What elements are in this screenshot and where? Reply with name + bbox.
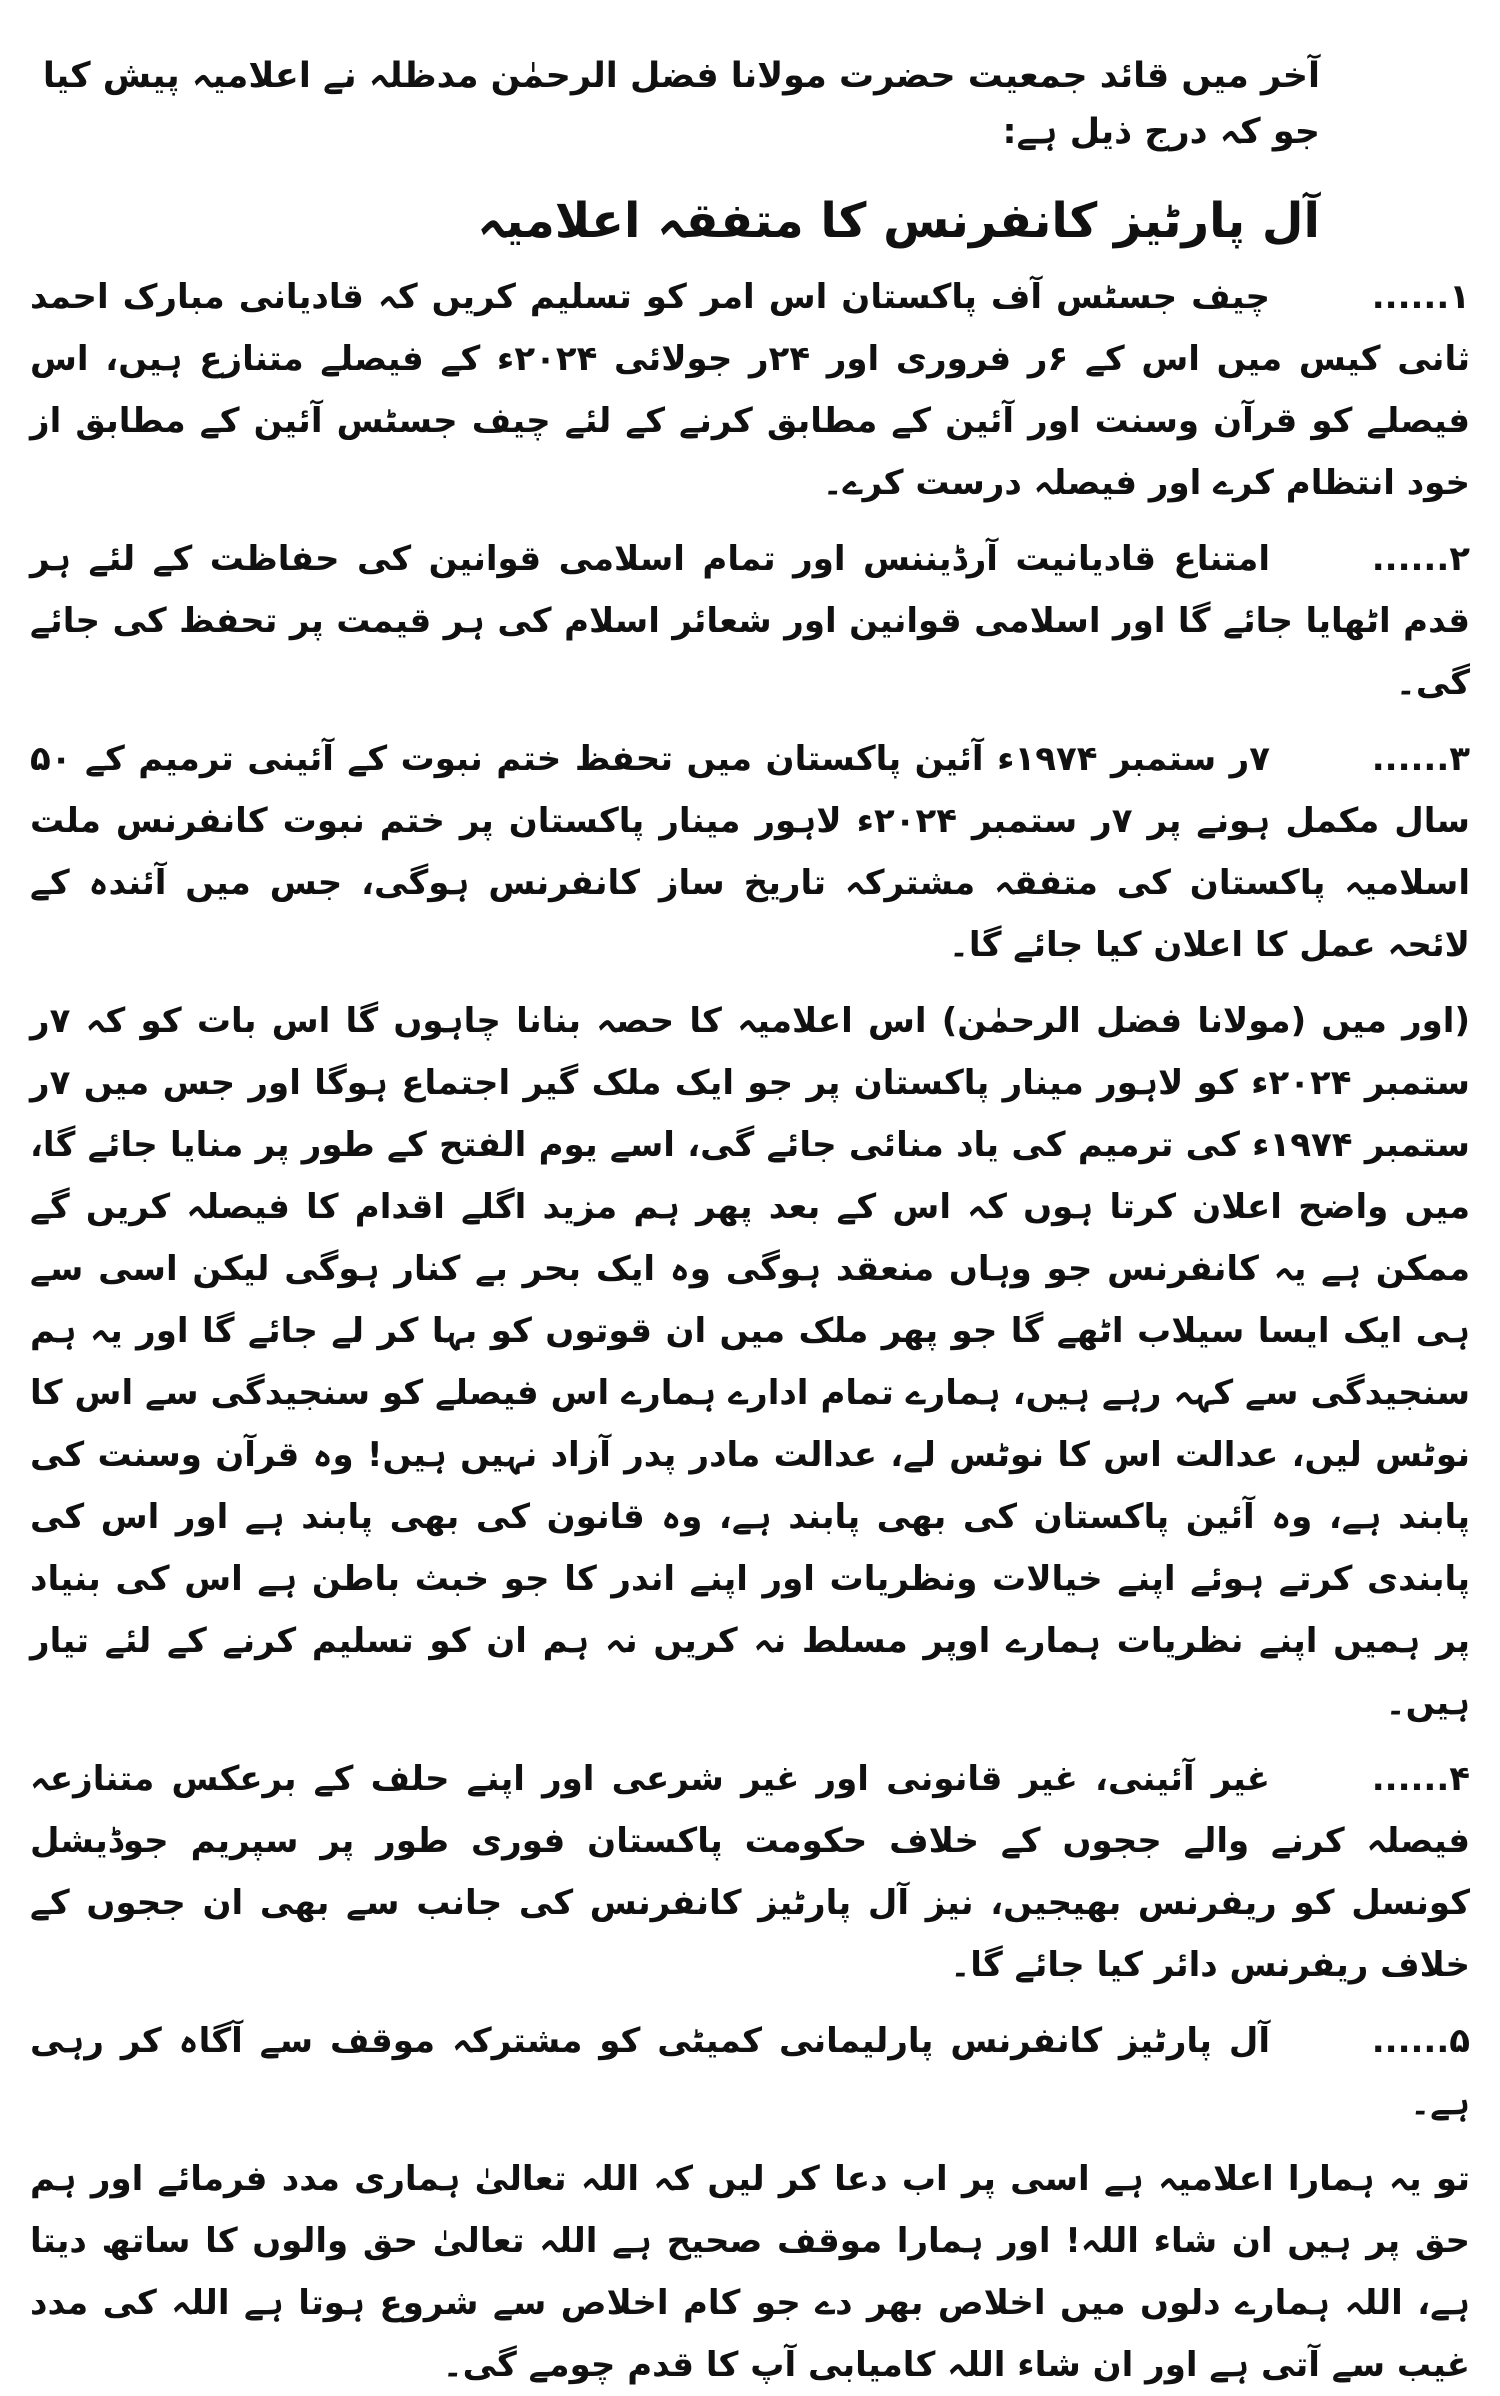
numbered-item-3: [30, 728, 1470, 976]
item-text: آل پارٹیز کانفرنس پارلیمانی کمیٹی کو مشترکہ موقف سے آگاہ کر رہی ہے۔: [30, 2021, 1470, 2123]
numbered-item-5: [30, 2010, 1470, 2134]
middle-paragraph: (اور میں (مولانا فضل الرحمٰن) اس اعلامیہ کا حصہ بنانا چاہوں گا اس بات کو کہ ۷ر ستمبر ۲۰۲۴ء کو لاہور مینار پاکستان پر جو ایک ملک گیر اجتماع ہوگا اور جس میں ۷ر ستمبر ۱۹۷۴ء کی ترمیم کی یاد منائی جائے گی، اسے یوم الفتح کے طور پر منایا جائے گا، میں واضح اعلان کرتا ہوں کہ اس کے بعد پھر ہم مزید اگلے اقدام کا فیصلہ کریں گے ممکن ہے یہ کانفرنس جو وہاں منعقد ہوگی وہ ایک بحر بے کنار ہوگی لیکن اسی سے ہی ایک ایسا سیلاب اٹھے گا جو پھر ملک میں ان قوتوں کو بہا کر لے جائے گا اور یہ ہم سنجیدگی سے کہہ رہے ہیں، ہمارے تمام ادارے ہمارے اس فیصلے کو سنجیدگی سے اس کا نوٹس لیں، عدالت اس کا نوٹس لے، عدالت مادر پدر آزاد نہیں ہیں! وہ قرآن وسنت کی پابند ہے، وہ آئین پاکستان کی بھی پابند ہے، وہ قانون کی بھی پابند ہے اور اس کی پابندی کرتے ہوئے اپنے خیالات ونظریات اور اپنے اندر کا جو خبث باطن ہے اس کی بنیاد پر ہمیں اپنے نظریات ہمارے اوپر مسلط نہ کریں نہ ہم ان کو تسلیم کرنے کے لئے تیار ہیں۔: [30, 1001, 1470, 1723]
numbered-item-2: [30, 528, 1470, 714]
item-number: ۴......: [1371, 1759, 1470, 1799]
document-page: [30, 30, 1470, 2385]
intro-line: آخر میں قائد جمعیت حضرت مولانا فضل الرحمٰن مدظلہ نے اعلامیہ پیش کیا جو کہ درج ذیل ہے:: [42, 56, 1320, 152]
item-text: غیر آئینی، غیر قانونی اور غیر شرعی اور اپنے حلف کے برعکس متنازعہ فیصلہ کرنے والے ججوں کے خلاف حکومت پاکستان فوری طور پر سپریم جوڈیشل کونسل کو ریفرنس بھیجیں، نیز آل پارٹیز کانفرنس کی جانب سے بھی ان ججوں کے خلاف ریفرنس دائر کیا جائے گا۔: [30, 1759, 1470, 1985]
numbered-item-4: [30, 1748, 1470, 1996]
item-number: ۱......: [1371, 277, 1470, 317]
item-number: ۲......: [1371, 539, 1470, 579]
item-number: ۵......: [1371, 2021, 1470, 2061]
closing-paragraph: تو یہ ہمارا اعلامیہ ہے اسی پر اب دعا کر لیں کہ اللہ تعالیٰ ہماری مدد فرمائے اور ہم حق پر ہیں ان شاء اللہ! اور ہمارا موقف صحیح ہے اللہ تعالیٰ حق والوں کا ساتھ دیتا ہے، اللہ ہمارے دلوں میں اخلاص بھر دے جو کام اخلاص سے شروع ہوتا ہے اللہ کی مدد غیب سے آتی ہے اور ان شاء اللہ کامیابی آپ کا قدم چومے گی۔: [30, 2159, 1470, 2385]
item-text: ۷ر ستمبر ۱۹۷۴ء آئین پاکستان میں تحفظ ختم نبوت کے آئینی ترمیم کے ۵۰ سال مکمل ہونے پر ۷ر ستمبر ۲۰۲۴ء لاہور مینار پاکستان پر ختم نبوت کانفرنس ملت اسلامیہ پاکستان کی متفقہ مشترکہ تاریخ ساز کانفرنس ہوگی، جس میں آئندہ کے لائحہ عمل کا اعلان کیا جائے گا۔: [30, 739, 1470, 965]
declaration-heading: آل پارٹیز کانفرنس کا متفقہ اعلامیہ: [477, 193, 1320, 249]
numbered-item-1: [30, 266, 1470, 514]
item-number: ۳......: [1371, 739, 1470, 779]
item-text: چیف جسٹس آف پاکستان اس امر کو تسلیم کریں کہ قادیانی مبارک احمد ثانی کیس میں اس کے ۶ر فروری اور ۲۴ر جولائی ۲۰۲۴ء کے فیصلے متنازع ہیں، اس فیصلے کو قرآن وسنت اور آئین کے مطابق کرنے کے لئے چیف جسٹس آئین کے مطابق از خود انتظام کرے اور فیصلہ درست کرے۔: [30, 277, 1470, 503]
item-text: امتناع قادیانیت آرڈیننس اور تمام اسلامی قوانین کی حفاظت کے لئے ہر قدم اٹھایا جائے گا اور اسلامی قوانین اور شعائر اسلام کی ہر قیمت پر تحفظ کی جائے گی۔: [30, 539, 1470, 703]
